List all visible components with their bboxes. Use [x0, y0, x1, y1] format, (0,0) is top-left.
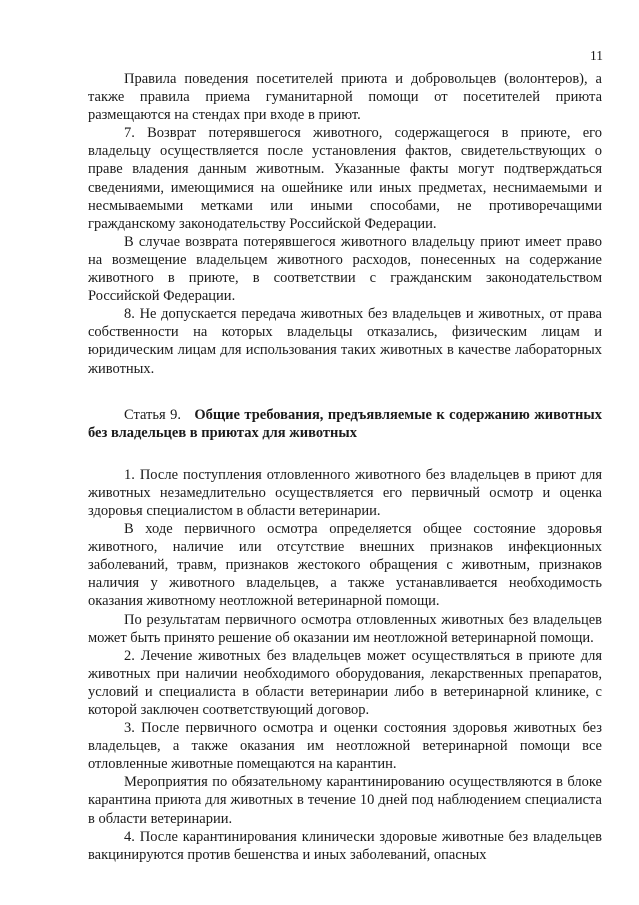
paragraph: 2. Лечение животных без владельцев может осуществляться в приюте для животных при наличии необходимого оборудования, лекарственных препаратов, условий и специалиста в области ветеринарии либо в ветеринарной клинике, с которой заключен соответствующий договор. [88, 647, 602, 718]
paragraph: 8. Не допускается передача животных без владельцев и животных, от права собственности на которых владельцы отказались, физическим лицам и юридическим лицам для использования таких животных в качестве лабораторных животных. [88, 306, 602, 377]
paragraph: В ходе первичного осмотра определяется общее состояние здоровья животного, наличие или отсутствие внешних признаков инфекционных заболеваний, травм, признаков жестокого обращения с животным, признаков наличия у животного владельцев, а также устанавливается необходимость оказания животному неотложной ветеринарной помощи. [88, 521, 602, 610]
paragraph: Правила поведения посетителей приюта и добровольцев (волонтеров), а также правила приема гуманитарной помощи от посетителей приюта размещаются на стендах при входе в приют. [88, 71, 602, 124]
paragraph: 7. Возврат потерявшегося животного, содержащегося в приюте, его владельцу осуществляется после установления фактов, свидетельствующих о праве владения данным животным. Указанные факты могут подтверждаться сведениями, имеющимися на ошейнике или иных предметах, неснимаемыми и несмываемыми метками или иными способами, не противоречащими гражданскому законодательству Российской Федерации. [88, 125, 602, 232]
page-number: 11 [590, 48, 603, 63]
article-title: Общие требования, предъявляемые к содержанию животных без владельцев в приютах для животных [88, 406, 602, 441]
paragraph: 4. После карантинирования клинически здоровые животные без владельцев вакцинируются против бешенства и иных заболеваний, опасных [88, 828, 602, 863]
paragraph: 3. После первичного осмотра и оценки состояния здоровья животных без владельцев, а также оказания им неотложной ветеринарной помощи все отловленные животные помещаются на карантин. [88, 720, 602, 773]
paragraph: В случае возврата потерявшегося животного владельцу приют имеет право на возмещение владельцем животного расходов, понесенных на содержание животного в приюте, в соответствии с гражданским законодательством Российской Федерации. [88, 233, 602, 305]
article-heading [88, 406, 602, 442]
paragraph: 1. После поступления отловленного животного без владельцев в приют для животных незамедлительно осуществляется его первичный осмотр и оценка здоровья специалистом в области ветеринарии. [88, 466, 602, 519]
article-number: Статья 9. [124, 406, 182, 423]
spacer [88, 378, 602, 406]
paragraph: Мероприятия по обязательному карантинированию осуществляются в блоке карантина приюта для животных в течение 10 дней под наблюдением специалиста в области ветеринарии. [88, 774, 602, 827]
document-body [88, 70, 602, 864]
paragraph: По результатам первичного осмотра отловленных животных без владельцев может быть принято решение об оказании им неотложной ветеринарной помощи. [88, 611, 602, 646]
spacer [88, 442, 602, 466]
